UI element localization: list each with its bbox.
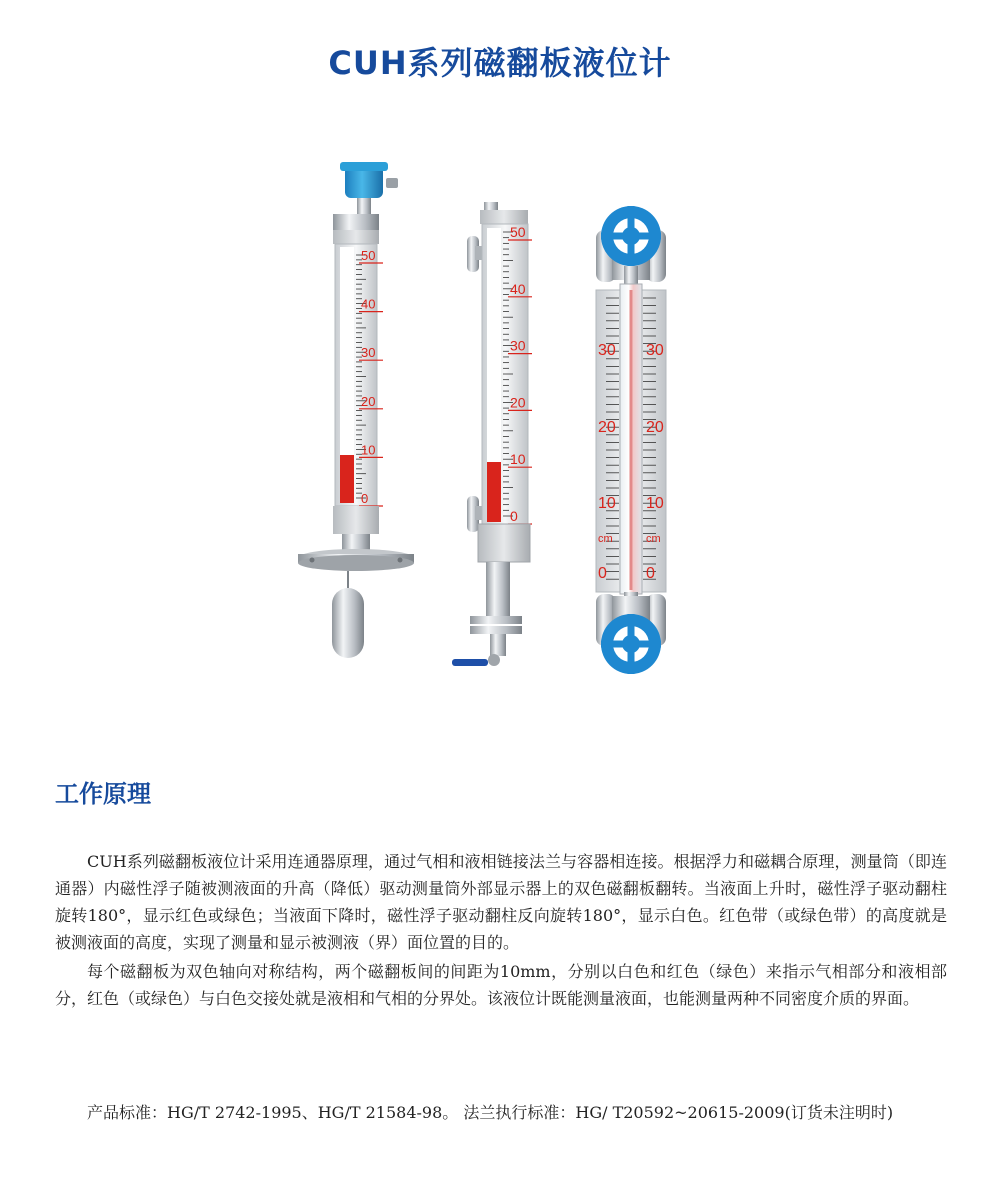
body-text [55, 848, 947, 1012]
scale-label-left: 0 [598, 565, 607, 582]
scale-label-right: 20 [646, 419, 664, 436]
scale-label-left: 20 [598, 419, 616, 436]
scale-label: 20 [361, 393, 376, 409]
scale-label: 40 [361, 296, 376, 312]
scale-label: 0 [510, 508, 518, 524]
magnetic-float [332, 588, 364, 658]
paragraph-structure: 每个磁翻板为双色轴向对称结构，两个磁翻板间的间距为10mm，分别以白色和红色（绿色）来指示气相部分和液相部分，红色（或绿色）与白色交接处就是液相和气相的分界处。该液位计既能测量液面，也能测量两种不同密度介质的界面。 [55, 962, 947, 1008]
scale-label-right: 30 [646, 342, 664, 359]
gauge-side-mounted [452, 202, 532, 666]
page-title: CUH系列磁翻板液位计 [328, 44, 672, 82]
scale-label-right: 0 [646, 565, 655, 582]
scale-label: 20 [510, 394, 526, 411]
scale-label: 10 [361, 442, 376, 458]
section-heading: 工作原理 [55, 780, 151, 808]
gauge-top-mounted [298, 162, 414, 658]
scale-label: 30 [510, 337, 526, 354]
product-photo-level-gauges [0, 150, 1000, 690]
scale-label: 10 [510, 451, 526, 468]
standards-line: 产品标准：HG/T 2742-1995、HG/T 21584-98。 法兰执行标准：HG/ T20592~20615-2009(订货未注明时) [87, 1103, 894, 1122]
scale-label-right: cm [646, 533, 661, 545]
scale-label-left: cm [598, 533, 613, 545]
scale-label: 50 [361, 248, 376, 263]
scale-label-right: 10 [646, 495, 664, 512]
scale-label: 50 [510, 224, 526, 240]
gauge-glass-tube [596, 206, 666, 674]
scale-label-left: 30 [598, 342, 616, 359]
drain-valve-handle [452, 659, 488, 666]
paragraph-principle: CUH系列磁翻板液位计采用连通器原理，通过气相和液相链接法兰与容器相连接。根据浮力和磁耦合原理，测量筒（即连通器）内磁性浮子随被测液面的升高（降低）驱动测量筒外部显示器上的双色磁翻板翻转。当液面上升时，磁性浮子驱动翻柱旋转180°，显示红色或绿色；当液面下降时，磁性浮子驱动翻柱反向旋转180°，显示白色。红色带（或绿色带）的高度就是被测液面的高度，实现了测量和显示被测液（界）面位置的目的。 [55, 852, 947, 952]
scale-label: 0 [361, 491, 369, 506]
scale-label: 30 [361, 345, 376, 361]
scale-label: 40 [510, 280, 526, 297]
scale-label-left: 10 [598, 495, 616, 512]
